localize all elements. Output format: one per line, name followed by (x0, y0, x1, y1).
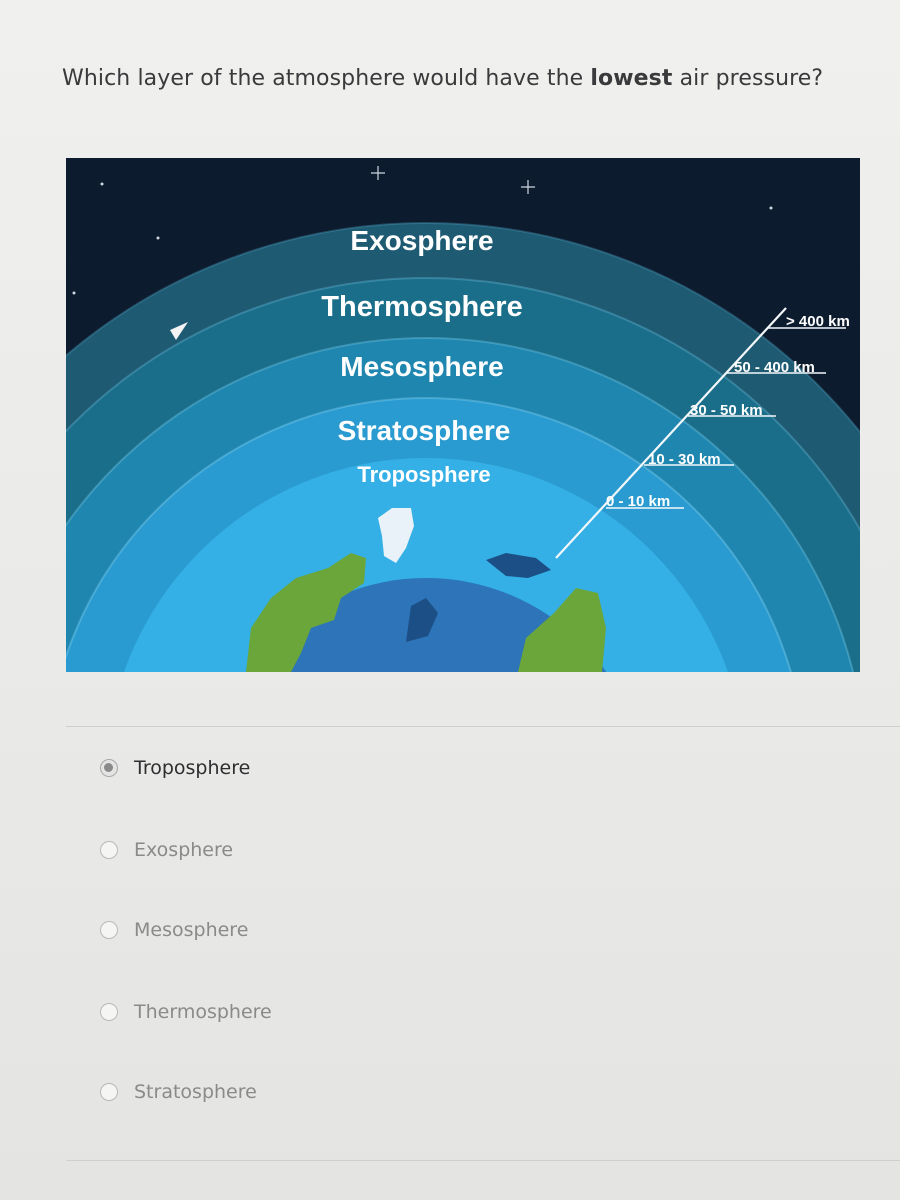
layer-name-troposphere: Troposphere (357, 462, 491, 487)
layer-name-thermosphere: Thermosphere (321, 291, 523, 323)
star (73, 292, 76, 295)
radio-button[interactable] (100, 1003, 118, 1021)
range-label-stratosphere: 10 - 30 km (648, 451, 721, 468)
star (101, 183, 104, 186)
question-text (62, 66, 823, 91)
radio-button[interactable] (100, 759, 118, 777)
answer-option[interactable] (100, 992, 272, 1032)
star (770, 207, 773, 210)
answer-option-label: Exosphere (134, 839, 234, 861)
layer-name-mesosphere: Mesosphere (340, 351, 504, 382)
layer-name-stratosphere: Stratosphere (337, 415, 511, 446)
layer-name-exosphere: Exosphere (350, 225, 494, 256)
question-emphasis: lowest (590, 66, 673, 91)
radio-button[interactable] (100, 1083, 118, 1101)
answer-option[interactable] (100, 910, 248, 950)
answer-option-label: Troposphere (134, 757, 251, 779)
star (157, 237, 160, 240)
question-suffix: air pressure? (672, 66, 824, 91)
range-label-mesosphere: 30 - 50 km (690, 402, 763, 419)
radio-button[interactable] (100, 921, 118, 939)
range-label-troposphere: 0 - 10 km (606, 493, 671, 510)
divider-line (66, 1160, 900, 1161)
answer-option-label: Mesosphere (134, 919, 249, 941)
divider-line (66, 726, 900, 727)
answer-option-label: Stratosphere (134, 1081, 257, 1103)
answer-option-label: Thermosphere (134, 1001, 272, 1023)
question-prefix: Which layer of the atmosphere would have the (62, 66, 591, 91)
answer-option[interactable] (100, 1072, 257, 1112)
range-label-thermosphere: 50 - 400 km (734, 359, 815, 376)
answer-option[interactable] (100, 748, 250, 788)
range-label-exosphere: > 400 km (786, 313, 850, 330)
atmosphere-diagram-svg (66, 158, 860, 672)
answer-option[interactable] (100, 830, 233, 870)
atmosphere-diagram (66, 158, 860, 672)
radio-button[interactable] (100, 841, 118, 859)
